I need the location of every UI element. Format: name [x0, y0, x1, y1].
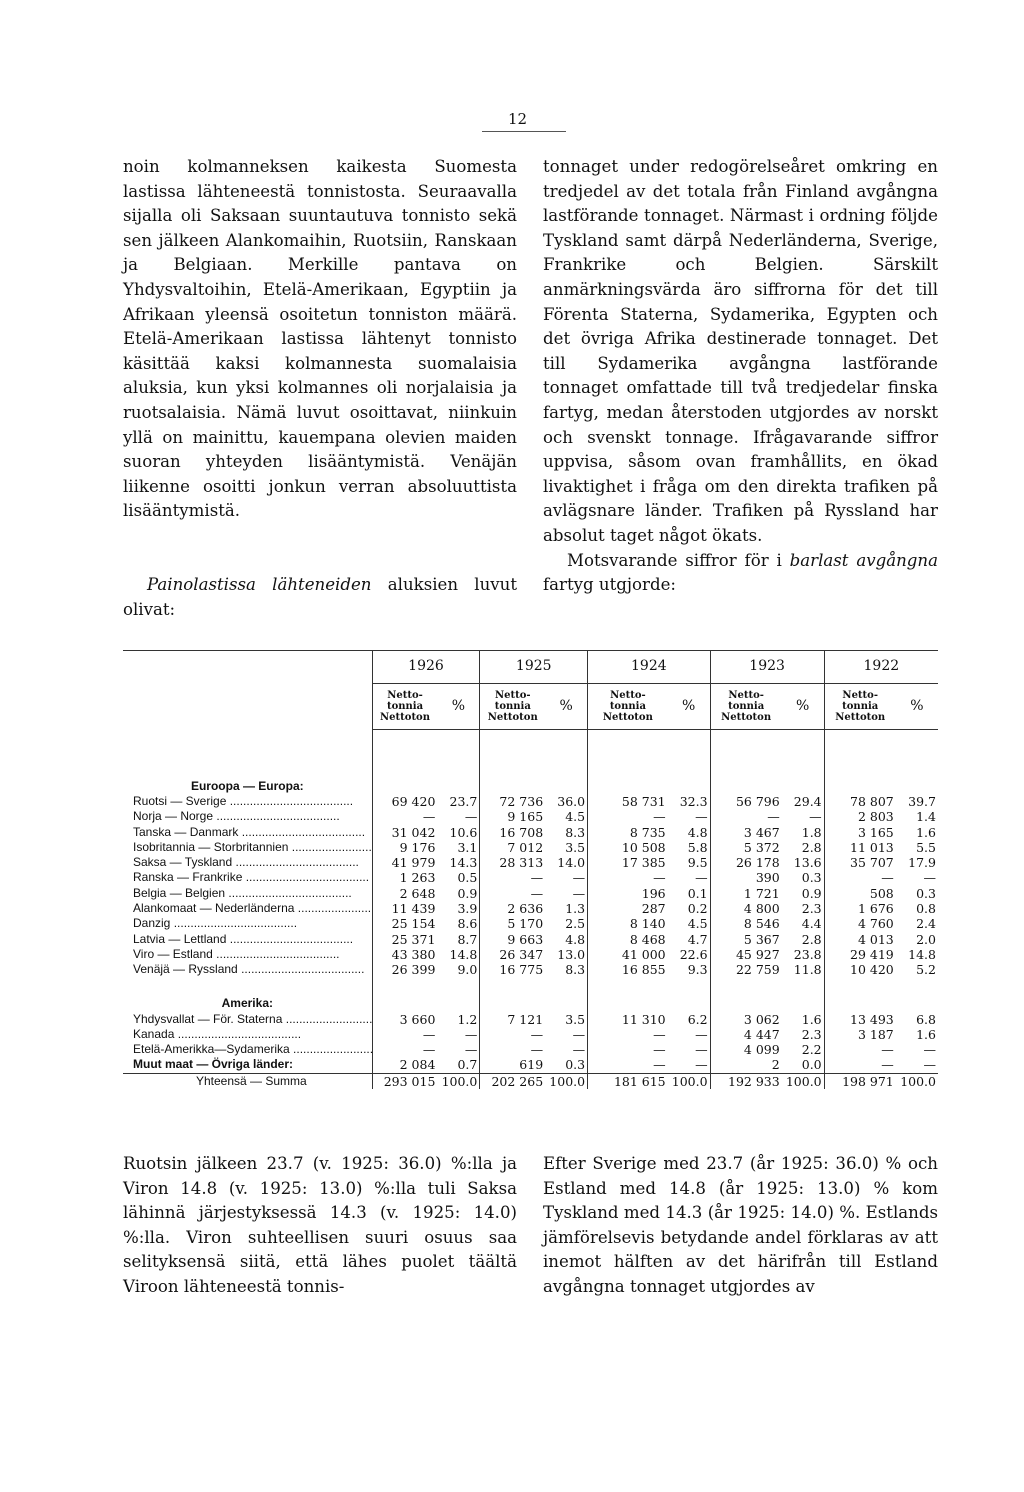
- table-row: [123, 855, 938, 870]
- tonnage-cell: 202 265: [480, 1073, 545, 1089]
- tonnage-cell: 2 648: [372, 886, 437, 901]
- tonnage-cell: 16 708: [480, 825, 545, 840]
- percent-cell: 14.3: [449, 855, 478, 871]
- ballast-tonnage-table: [123, 650, 938, 1089]
- tonnage-cell: 198 971: [824, 1073, 896, 1089]
- tonnage-cell: 3 165: [824, 825, 896, 840]
- leader-dots: [232, 855, 359, 869]
- leader-dots: [238, 962, 365, 976]
- tonnage-cell: 9 176: [372, 840, 437, 855]
- table-row: [123, 794, 938, 809]
- tonnage-cell: 56 796: [710, 794, 782, 809]
- tonnage-cell: 1 263: [372, 870, 437, 885]
- percent-cell: 0.3: [916, 885, 936, 901]
- percent-cell: 23.8: [793, 946, 822, 962]
- tonnage-cell: 28 313: [480, 855, 545, 870]
- percent-cell: 100.0: [896, 1073, 938, 1089]
- percent-cell: 5.2: [916, 962, 936, 978]
- section-title: Euroopa — Europa:: [190, 778, 304, 793]
- swedish-intro-end: fartyg utgjorde:: [543, 575, 676, 595]
- leader-dots: [290, 1042, 372, 1056]
- percent-cell: 4.8: [565, 931, 586, 947]
- row-label: [123, 962, 372, 977]
- percent-header: %: [668, 684, 710, 730]
- tonnage-cell: 31 042: [372, 825, 437, 840]
- row-label: [123, 809, 372, 824]
- row-label: [123, 886, 372, 901]
- tonnage-header: Netto- tonnia Nettoton: [710, 684, 782, 730]
- percent-cell: —: [464, 1042, 478, 1058]
- year-header: 1925: [480, 651, 588, 684]
- percent-cell: 2.3: [801, 901, 822, 917]
- percent-cell: 1.3: [565, 901, 586, 917]
- percent-header: %: [782, 684, 824, 730]
- percent-cell: —: [464, 809, 478, 825]
- percent-cell: —: [695, 1026, 708, 1042]
- finnish-intro-rest: aluksien luvut olivat:: [123, 574, 518, 619]
- percent-cell: 8.6: [457, 916, 478, 932]
- table-row: [123, 809, 938, 824]
- tonnage-cell: 16 775: [480, 962, 545, 977]
- tonnage-cell: —: [588, 1027, 668, 1042]
- percent-cell: 2.3: [801, 1026, 822, 1042]
- percent-cell: 9.5: [687, 855, 708, 871]
- percent-cell: 100.0: [782, 1073, 824, 1089]
- percent-cell: 8.7: [457, 931, 478, 947]
- tonnage-cell: 4 800: [710, 901, 782, 916]
- leader-dots: [294, 901, 372, 915]
- tonnage-cell: —: [824, 870, 896, 885]
- tonnage-cell: 3 062: [710, 1012, 782, 1027]
- tonnage-cell: 4 099: [710, 1042, 782, 1057]
- year-header-row: [123, 651, 938, 684]
- leader-dots: [226, 794, 353, 808]
- percent-cell: —: [572, 1026, 586, 1042]
- table-row: [123, 901, 938, 916]
- year-header: 1922: [824, 651, 938, 684]
- percent-cell: 36.0: [557, 794, 586, 809]
- percent-cell: 4.7: [687, 931, 708, 947]
- leader-dots: [213, 809, 340, 823]
- tonnage-header: Netto- tonnia Nettoton: [824, 684, 896, 730]
- tonnage-cell: 7 012: [480, 840, 545, 855]
- tonnage-cell: 3 187: [824, 1027, 896, 1042]
- percent-cell: 39.7: [908, 794, 936, 809]
- tonnage-cell: 8 140: [588, 916, 668, 931]
- tonnage-cell: 5 372: [710, 840, 782, 855]
- row-label-text: Isobritannia — Storbritannien: [133, 839, 289, 854]
- total-row: [123, 1073, 938, 1089]
- tonnage-cell: —: [480, 1042, 545, 1057]
- percent-cell: 1.6: [801, 1011, 822, 1027]
- row-label: [123, 794, 372, 809]
- finnish-paragraph: noin kolmanneksen kaikesta Suomesta lastissa lähteneestä tonnistosta. Seuraavalla sijalla oli Saksaan suuntautuva tonnisto sekä sen jälkeen Alankomaihin, Ruotsiin, Ranskaan ja Belgiaan. Merkille pantava on Yhdysvaltoihin, Etelä-Amerikaan, Egyptiin ja Afrikaan yleensä osoitetun tonniston määrä. Etelä-Amerikaan lastissa lähtenyt tonnisto käsittää kaksi kolmannesta suomalaisia aluksia, kun yksi kolmannes oli norjalaisia ja ruotsalaisia. Nämä luvut osoittavat, niinkuin yllä on mainittu, kauempana olevien maiden suoran yhteyden lisääntymistä. Venäjän liikenne osoitti jonkun verran absoluuttista lisääntymistä.: [123, 157, 517, 521]
- leader-dots: [242, 870, 369, 884]
- row-label-text: Saksa — Tyskland: [133, 855, 233, 870]
- tonnage-cell: 192 933: [710, 1073, 782, 1089]
- percent-cell: —: [464, 1026, 478, 1042]
- percent-cell: 4.5: [565, 809, 586, 825]
- table-row: [123, 825, 938, 840]
- tonnage-cell: 287: [588, 901, 668, 916]
- row-label: [123, 840, 372, 855]
- percent-cell: 100.0: [545, 1073, 587, 1089]
- tonnage-cell: 5 170: [480, 916, 545, 931]
- section-header-row: [123, 774, 938, 794]
- tonnage-cell: 17 385: [588, 855, 668, 870]
- percent-cell: 3.9: [457, 901, 478, 917]
- percent-cell: 1.4: [916, 809, 936, 825]
- percent-cell: —: [809, 809, 822, 825]
- percent-cell: 8.3: [565, 824, 586, 840]
- leader-dots: [226, 932, 353, 946]
- leader-dots: [288, 840, 372, 854]
- tonnage-cell: 45 927: [710, 947, 782, 962]
- percent-cell: 0.3: [565, 1057, 586, 1073]
- percent-cell: —: [572, 1042, 586, 1058]
- percent-cell: 5.5: [916, 839, 936, 855]
- percent-cell: 0.0: [801, 1057, 822, 1073]
- tonnage-cell: 72 736: [480, 794, 545, 809]
- row-label: [123, 916, 372, 931]
- percent-cell: 0.8: [916, 901, 936, 917]
- tonnage-cell: 10 420: [824, 962, 896, 977]
- tonnage-cell: —: [824, 1057, 896, 1073]
- percent-cell: 100.0: [437, 1073, 479, 1089]
- finnish-column: [123, 155, 517, 622]
- percent-cell: 29.4: [793, 794, 822, 809]
- percent-cell: 2.4: [916, 916, 936, 932]
- table-row: [123, 947, 938, 962]
- row-label: [123, 1027, 372, 1042]
- percent-cell: —: [695, 809, 708, 825]
- percent-cell: —: [923, 870, 936, 886]
- tonnage-cell: 11 439: [372, 901, 437, 916]
- tonnage-cell: 508: [824, 886, 896, 901]
- tonnage-cell: 1 676: [824, 901, 896, 916]
- tonnage-header: Netto- tonnia Nettoton: [372, 684, 437, 730]
- percent-cell: —: [572, 870, 586, 886]
- table-row: [123, 840, 938, 855]
- finnish-after-table: Ruotsin jälkeen 23.7 (v. 1925: 36.0) %:lla ja Viron 14.8 (v. 1925: 13.0) %:lla tuli Saksa lähinnä järjestyksessä 14.3 (v. 1925: 14.0) %:lla. Viron suhteellisen suuri osuus saa selityksensä siitä, että lähes puolet täältä Viroon lähteneestä tonnis-: [123, 1154, 517, 1296]
- percent-cell: 6.2: [687, 1011, 708, 1027]
- percent-cell: 3.5: [565, 839, 586, 855]
- tonnage-cell: 4 447: [710, 1027, 782, 1042]
- percent-cell: 2.5: [565, 916, 586, 932]
- row-label-text: Kanada: [133, 1026, 175, 1041]
- tonnage-cell: 3 660: [372, 1012, 437, 1027]
- year-header: 1923: [710, 651, 824, 684]
- row-label-text: Muut maat — Övriga länder:: [133, 1057, 294, 1072]
- tonnage-cell: 390: [710, 870, 782, 885]
- table-row: [123, 870, 938, 885]
- tonnage-cell: 41 979: [372, 855, 437, 870]
- table-row: [123, 886, 938, 901]
- tonnage-cell: 11 310: [588, 1012, 668, 1027]
- tonnage-cell: 11 013: [824, 840, 896, 855]
- percent-cell: 13.6: [793, 855, 822, 871]
- tonnage-cell: 22 759: [710, 962, 782, 977]
- tonnage-cell: 5 367: [710, 932, 782, 947]
- tonnage-cell: —: [588, 809, 668, 824]
- leader-dots: [213, 947, 340, 961]
- tonnage-cell: —: [372, 809, 437, 824]
- row-label: [123, 1057, 372, 1073]
- percent-cell: 23.7: [449, 794, 478, 809]
- percent-cell: 5.8: [687, 839, 708, 855]
- row-label: [123, 825, 372, 840]
- row-label-text: Belgia — Belgien: [133, 885, 226, 900]
- tonnage-cell: —: [710, 809, 782, 824]
- tonnage-cell: —: [372, 1027, 437, 1042]
- percent-cell: 0.9: [801, 885, 822, 901]
- tonnage-cell: 196: [588, 886, 668, 901]
- percent-cell: 9.3: [687, 962, 708, 978]
- percent-cell: —: [695, 870, 708, 886]
- leader-dots: [170, 916, 297, 930]
- year-header: 1924: [588, 651, 710, 684]
- row-label-text: Venäjä — Ryssland: [133, 962, 238, 977]
- percent-header: %: [545, 684, 587, 730]
- tonnage-cell: 35 707: [824, 855, 896, 870]
- tonnage-cell: 1 721: [710, 886, 782, 901]
- percent-cell: 2.2: [801, 1042, 822, 1058]
- table-row: [123, 1057, 938, 1073]
- tonnage-cell: 9 165: [480, 809, 545, 824]
- row-label-text: Ranska — Frankrike: [133, 870, 243, 885]
- tonnage-cell: —: [480, 886, 545, 901]
- leader-dots: [174, 1027, 301, 1041]
- leader-dots: [225, 886, 352, 900]
- percent-cell: 1.8: [801, 824, 822, 840]
- row-label: [123, 1042, 372, 1057]
- percent-cell: 13.0: [557, 946, 586, 962]
- tonnage-cell: —: [588, 1057, 668, 1073]
- tonnage-cell: 3 467: [710, 825, 782, 840]
- sub-header-row: [123, 684, 938, 730]
- tonnage-cell: 78 807: [824, 794, 896, 809]
- tonnage-cell: —: [480, 1027, 545, 1042]
- row-label: [123, 870, 372, 885]
- tonnage-cell: 2 084: [372, 1057, 437, 1073]
- percent-cell: 4.8: [687, 824, 708, 840]
- percent-cell: 14.8: [449, 946, 478, 962]
- row-label: [123, 1012, 372, 1027]
- row-label-text: Latvia — Lettland: [133, 931, 227, 946]
- tonnage-cell: 13 493: [824, 1012, 896, 1027]
- tonnage-cell: 16 855: [588, 962, 668, 977]
- swedish-column: [543, 155, 938, 598]
- percent-cell: 14.0: [557, 855, 586, 871]
- percent-cell: 4.5: [687, 916, 708, 932]
- percent-cell: 14.8: [908, 946, 936, 962]
- spacer-row: [123, 978, 938, 992]
- percent-cell: 6.8: [916, 1011, 936, 1027]
- tonnage-cell: 26 399: [372, 962, 437, 977]
- row-label-text: Viro — Estland: [133, 946, 213, 961]
- swedish-table-intro: [543, 549, 938, 598]
- percent-cell: 1.6: [916, 824, 936, 840]
- percent-cell: 17.9: [908, 855, 936, 871]
- percent-cell: —: [572, 885, 586, 901]
- percent-cell: 11.8: [793, 962, 822, 978]
- table-row: [123, 932, 938, 947]
- tonnage-cell: 2 803: [824, 809, 896, 824]
- table-row: [123, 1012, 938, 1027]
- tonnage-cell: 58 731: [588, 794, 668, 809]
- swedish-after-table: Efter Sverige med 23.7 (år 1925: 36.0) % och Estland med 14.8 (år 1925: 13.0) % kom Tyskland med 14.3 (år 1925: 14.0) %. Estlands jämförelsevis betydande andel förklaras av att inemot hälften av det härifrån till Estland avgångna tonnaget utgjordes av: [543, 1154, 938, 1296]
- percent-cell: 2.0: [916, 931, 936, 947]
- percent-cell: —: [695, 1057, 708, 1073]
- section-title: Amerika:: [221, 996, 273, 1011]
- tonnage-cell: 25 154: [372, 916, 437, 931]
- row-label-text: Yhdysvallat — För. Staterna: [133, 1011, 283, 1026]
- tonnage-cell: 26 347: [480, 947, 545, 962]
- row-label: [123, 932, 372, 947]
- table-row: [123, 962, 938, 977]
- tonnage-cell: —: [824, 1042, 896, 1057]
- tonnage-header: Netto- tonnia Nettoton: [588, 684, 668, 730]
- tonnage-cell: 8 735: [588, 825, 668, 840]
- tonnage-cell: 181 615: [588, 1073, 668, 1089]
- tonnage-cell: 41 000: [588, 947, 668, 962]
- tonnage-cell: 4 760: [824, 916, 896, 931]
- tonnage-cell: 25 371: [372, 932, 437, 947]
- swedish-intro-start: Motsvarande siffror för i: [567, 550, 790, 570]
- percent-cell: 100.0: [668, 1073, 710, 1089]
- tonnage-cell: —: [588, 1042, 668, 1057]
- tonnage-cell: 4 013: [824, 932, 896, 947]
- page-number-rule: [482, 131, 566, 132]
- finnish-table-intro: [123, 573, 517, 622]
- page-number: 12: [508, 110, 528, 128]
- spacer-row: [123, 730, 938, 775]
- tonnage-cell: —: [588, 870, 668, 885]
- tonnage-cell: 293 015: [372, 1073, 437, 1089]
- percent-cell: 2.8: [801, 839, 822, 855]
- percent-cell: 0.9: [457, 885, 478, 901]
- percent-cell: —: [923, 1042, 936, 1058]
- percent-cell: 4.4: [801, 916, 822, 932]
- percent-cell: 0.1: [687, 885, 708, 901]
- leader-dots: [238, 825, 365, 839]
- percent-cell: 32.3: [679, 794, 708, 809]
- percent-cell: —: [923, 1057, 936, 1073]
- section-header-row: [123, 992, 938, 1012]
- percent-header: %: [437, 684, 479, 730]
- percent-cell: 3.5: [565, 1011, 586, 1027]
- swedish-intro-italic: barlast avgångna: [789, 550, 938, 570]
- tonnage-cell: 10 508: [588, 840, 668, 855]
- percent-cell: 10.6: [449, 824, 478, 840]
- row-label: [123, 947, 372, 962]
- percent-cell: 9.0: [457, 962, 478, 978]
- swedish-paragraph: tonnaget under redogörelseåret omkring en tredjedel av det totala från Finland avgångna lastförande tonnaget. Närmast i ordning följde Tyskland samt därpå Nederländerna, Sverige, Frankrike och Belgien. Särskilt anmärkningsvärda äro siffrorna för det till Förenta Staterna, Sydamerika, Egypten och det övriga Afrika destinerade tonnaget. Det till Sydamerika avgångna lastförande tonnaget omfattade till två tredjedelar finska fartyg, medan återstoden utgjordes av norskt och svenskt tonnage. Ifrågavarande siffror uppvisa, såsom ovan framhållits, en ökad livaktighet i fråga om den direkta trafiken på avlägsnare länder. Trafiken på Ryssland har absolut taget något ökats.: [543, 157, 938, 545]
- row-label-text: Danzig: [133, 916, 171, 931]
- row-label-text: Etelä-Amerikka—Sydamerika: [133, 1042, 290, 1057]
- total-label: Yhteensä — Summa: [123, 1073, 372, 1089]
- tonnage-cell: 8 468: [588, 932, 668, 947]
- tonnage-cell: 619: [480, 1057, 545, 1073]
- tonnage-cell: 69 420: [372, 794, 437, 809]
- table-row: [123, 1042, 938, 1057]
- tonnage-cell: 26 178: [710, 855, 782, 870]
- row-label-text: Tanska — Danmark: [133, 824, 239, 839]
- year-header: 1926: [372, 651, 480, 684]
- percent-cell: 8.3: [565, 962, 586, 978]
- percent-cell: 0.2: [687, 901, 708, 917]
- percent-cell: 0.7: [457, 1057, 478, 1073]
- percent-cell: 0.5: [457, 870, 478, 886]
- tonnage-header: Netto- tonnia Nettoton: [480, 684, 545, 730]
- tonnage-cell: 29 419: [824, 947, 896, 962]
- percent-cell: —: [695, 1042, 708, 1058]
- percent-cell: 1.6: [916, 1026, 936, 1042]
- tonnage-cell: 2: [710, 1057, 782, 1073]
- row-label-text: Alankomaat — Nederländerna: [133, 901, 295, 916]
- tonnage-cell: —: [372, 1042, 437, 1057]
- tonnage-cell: 8 546: [710, 916, 782, 931]
- percent-cell: 2.8: [801, 931, 822, 947]
- table-row: [123, 1027, 938, 1042]
- percent-header: %: [896, 684, 938, 730]
- tonnage-cell: 7 121: [480, 1012, 545, 1027]
- row-label-text: Ruotsi — Sverige: [133, 794, 227, 808]
- row-label-text: Norja — Norge: [133, 809, 214, 824]
- table-row: [123, 916, 938, 931]
- percent-cell: 1.2: [457, 1011, 478, 1027]
- finnish-intro-italic: Painolastissa lähteneiden: [147, 574, 372, 594]
- row-label: [123, 855, 372, 870]
- percent-cell: 0.3: [801, 870, 822, 886]
- row-label: [123, 901, 372, 916]
- tonnage-cell: 43 380: [372, 947, 437, 962]
- percent-cell: 3.1: [457, 839, 478, 855]
- leader-dots: [282, 1012, 372, 1026]
- percent-cell: 22.6: [679, 946, 708, 962]
- tonnage-cell: 2 636: [480, 901, 545, 916]
- tonnage-cell: 9 663: [480, 932, 545, 947]
- tonnage-cell: —: [480, 870, 545, 885]
